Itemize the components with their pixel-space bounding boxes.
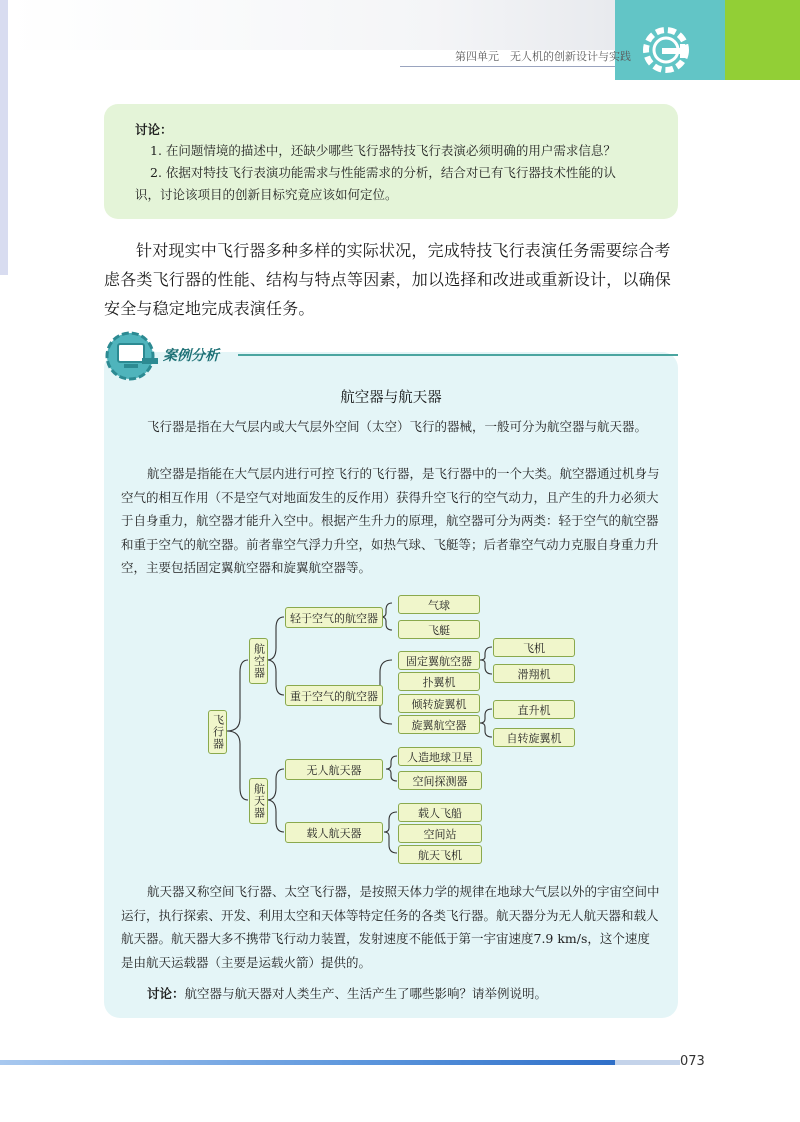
case-para-3: [121, 880, 661, 974]
case-discussion-label: 讨论：: [147, 986, 185, 1001]
discussion-item-2-line1: 2. 依据对特技飞行表演功能需求与性能需求的分析，结合对已有飞行器技术性能的认: [150, 165, 616, 180]
node-balloon: 气球: [398, 595, 480, 614]
node-autogyro: 自转旋翼机: [493, 728, 575, 747]
node-rotary-wing: 旋翼航空器: [398, 715, 480, 734]
case-para-1-text: 飞行器是指在大气层内或大气层外空间（太空）飞行的器械，一般可分为航空器与航天器。: [147, 419, 648, 434]
main-paragraph-text: 针对现实中飞行器多种多样的实际状况，完成特技飞行表演任务需要综合考虑各类飞行器的性能、结构与特点等因素，加以选择和改进或重新设计，以确保安全与稳定地完成表演任务。: [104, 241, 672, 318]
node-airplane: 飞机: [493, 638, 575, 657]
node-aircraft-root: 飞行器: [208, 710, 227, 754]
case-title: 航空器与航天器: [340, 390, 442, 406]
case-discussion: [121, 982, 661, 1006]
node-tiltrotor: 倾转旋翼机: [398, 694, 480, 713]
discussion-item-1: 1. 在问题情境的描述中，还缺少哪些飞行器特技飞行表演必须明确的用户需求信息？: [150, 143, 616, 158]
footer-bar-end: [615, 1060, 680, 1065]
node-lighter-than-air: 轻于空气的航空器: [285, 607, 383, 628]
node-fixed-wing: 固定翼航空器: [398, 651, 480, 670]
node-space-shuttle: 航天飞机: [398, 845, 482, 864]
node-glider: 滑翔机: [493, 664, 575, 683]
unit-title: 第四单元 无人机的创新设计与实践: [455, 50, 631, 63]
node-unmanned-spacecraft: 无人航天器: [285, 759, 383, 780]
case-analysis-label: 案例分析: [163, 348, 219, 364]
node-aeronautical: 航空器: [249, 638, 268, 684]
node-manned-spaceship: 载人飞船: [398, 803, 482, 822]
footer-bar: [0, 1060, 615, 1065]
node-ornithopter: 扑翼机: [398, 672, 480, 691]
node-airship: 飞艇: [398, 620, 480, 639]
case-discussion-text: 航空器与航天器对人类生产、生活产生了哪些影响？请举例说明。: [184, 986, 548, 1001]
page-number: 073: [680, 1054, 705, 1069]
discussion-item-2-line2: 识，讨论该项目的创新目标究竟应该如何定位。: [135, 187, 398, 202]
node-helicopter: 直升机: [493, 700, 575, 719]
node-space-probe: 空间探测器: [398, 771, 482, 790]
node-heavier-than-air: 重于空气的航空器: [285, 685, 383, 706]
node-space-station: 空间站: [398, 824, 482, 843]
case-para-3-text: 航天器又称空间飞行器、太空飞行器，是按照天体力学的规律在地球大气层以外的宇宙空间中运行，执行探索、开发、利用太空和天体等特定任务的各类飞行器。航天器分为无人航天器和载人航天器。航天器大多不携带飞行动力装置，发射速度不能低于第一宇宙速度7.9 km/s，这个速度是由航天运载器（主要是运载火箭）提供的。: [121, 884, 660, 970]
node-manned-spacecraft: 载人航天器: [285, 822, 383, 843]
node-spacecraft: 航天器: [249, 778, 268, 824]
discussion-heading: 讨论：: [135, 122, 173, 137]
node-satellite: 人造地球卫星: [398, 747, 482, 766]
case-para-2-text: 航空器是指能在大气层内进行可控飞行的飞行器，是飞行器中的一个大类。航空器通过机身与空气的相互作用（不是空气对地面发生的反作用）获得升空飞行的空气动力，且产生的升力必须大于自身重力，航空器才能升入空中。根据产生升力的原理，航空器可分为两类：轻于空气的航空器和重于空气的航空器。前者靠空气浮力升空，如热气球、飞艇等；后者靠空气动力克服自身重力升空，主要包括固定翼航空器和旋翼航空器等。: [121, 466, 660, 575]
